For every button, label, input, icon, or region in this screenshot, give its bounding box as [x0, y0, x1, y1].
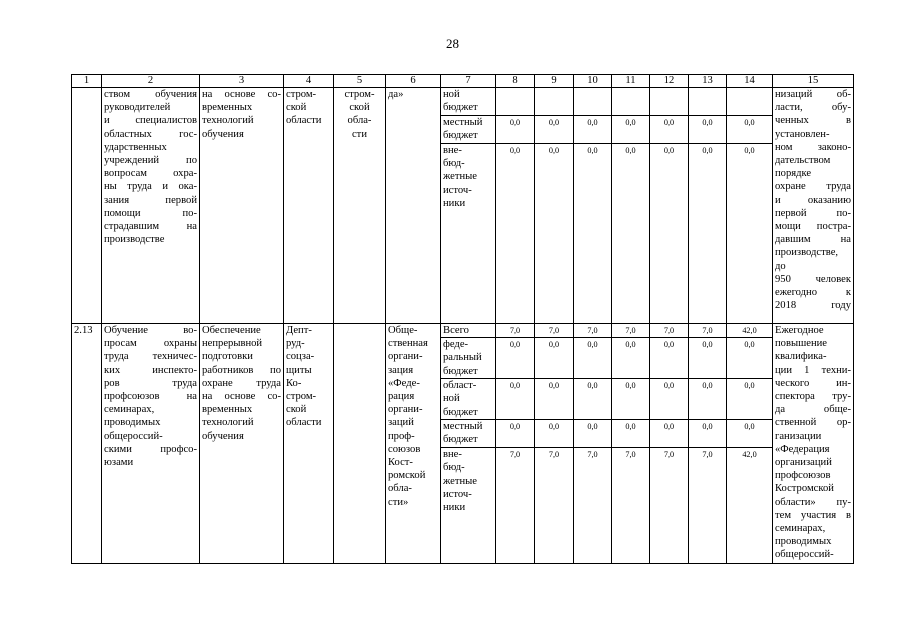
text-line: области: [286, 115, 322, 127]
text-line: да»: [388, 89, 404, 100]
funding-value: 0,0: [612, 379, 650, 420]
funding-value: 0,0: [496, 379, 535, 420]
funding-value: 0,0: [727, 379, 773, 420]
funding-value: 0,0: [612, 420, 650, 448]
text-line: бюджет: [443, 406, 478, 418]
funding-value: 0,0: [689, 144, 727, 324]
row-continued-line: [72, 88, 854, 116]
text-line: вне-: [443, 449, 462, 461]
column-number-14: 14: [727, 75, 773, 88]
text-line: союзов: [388, 443, 421, 455]
column-number-13: 13: [689, 75, 727, 88]
text-line: тем участия в: [775, 509, 851, 521]
funding-value: 0,0: [535, 420, 574, 448]
text-line: обучения: [202, 128, 244, 140]
text-line: бюджет: [443, 434, 478, 446]
text-line: мощи постра-: [775, 221, 851, 233]
text-line: ров труда: [104, 377, 197, 389]
funding-value: 0,0: [535, 379, 574, 420]
funding-value: 0,0: [727, 144, 773, 324]
text-line: установлен-: [775, 128, 830, 140]
text-line: на основе со-: [202, 391, 281, 403]
participant: [386, 324, 441, 564]
text-line: бюд-: [443, 462, 465, 474]
text-line: Костромской: [775, 483, 834, 495]
funding-value: 7,0: [612, 448, 650, 564]
text-line: источ-: [443, 488, 472, 500]
row-2-13-line: [72, 324, 854, 338]
text-line: организаций: [775, 457, 832, 469]
text-line: Обеспечение: [202, 325, 261, 336]
text-line: давшим на: [775, 234, 851, 246]
text-line: бюджет: [443, 130, 478, 142]
text-line: областных гос-: [104, 128, 197, 140]
funding-value: 0,0: [650, 116, 689, 144]
funding-value: [689, 88, 727, 116]
text-line: местный: [443, 421, 483, 433]
text-line: скими профсо-: [104, 443, 197, 455]
text-line: ственной ор-: [775, 417, 851, 429]
text-line: технологий: [202, 417, 254, 429]
expected-result: [773, 324, 854, 564]
text-line: охране труда: [775, 181, 851, 193]
text-line: охране труда: [202, 377, 281, 389]
funding-value: [496, 88, 535, 116]
funding-value: 0,0: [689, 338, 727, 379]
funding-source-label: [441, 324, 496, 338]
co-executor: [334, 88, 386, 324]
funding-value: 0,0: [574, 338, 612, 379]
funding-value: [612, 88, 650, 116]
text-line: общероссий-: [775, 549, 834, 561]
text-line: ной: [443, 393, 460, 405]
text-line: органи-: [388, 351, 423, 363]
text-line: бюджет: [443, 102, 478, 114]
funding-source-label: [441, 116, 496, 144]
text-line: и специалистов: [104, 115, 197, 127]
funding-value: 0,0: [689, 116, 727, 144]
measure-content: [200, 324, 284, 564]
text-line: технологий: [202, 115, 254, 127]
funding-value: 0,0: [612, 144, 650, 324]
column-number-9: 9: [535, 75, 574, 88]
text-line: юзами: [104, 457, 134, 469]
text-line: области» пу-: [775, 496, 851, 508]
text-line: щиты: [286, 364, 312, 376]
text-line: «Феде-: [388, 377, 420, 389]
text-line: феде-: [443, 339, 469, 351]
funding-value: 42,0: [727, 448, 773, 564]
text-line: сти: [351, 128, 367, 140]
text-line: Депт-: [286, 325, 312, 336]
responsible-executor: [284, 88, 334, 324]
text-line: ники: [443, 502, 466, 514]
text-line: Обучение во-: [104, 325, 197, 336]
text-line: спектора тру-: [775, 391, 851, 403]
funding-value: 7,0: [650, 324, 689, 338]
text-line: источ-: [443, 184, 472, 196]
funding-value: 0,0: [727, 338, 773, 379]
text-line: ном законо-: [775, 141, 851, 153]
text-line: Кост-: [388, 457, 413, 469]
text-line: обучения: [202, 430, 244, 442]
co-executor: [334, 324, 386, 564]
text-line: проводимых: [775, 536, 832, 548]
text-line: ромской: [388, 470, 426, 482]
text-line: до: [775, 260, 786, 272]
text-line: учреждений по: [104, 155, 197, 167]
text-line: труда техничес-: [104, 351, 197, 363]
text-line: работников по: [202, 364, 281, 376]
program-table: [71, 74, 854, 564]
text-line: органи-: [388, 404, 423, 416]
text-line: ции 1 техни-: [775, 364, 851, 376]
funding-value: 7,0: [496, 448, 535, 564]
text-line: семинарах,: [104, 404, 155, 416]
text-line: обла-: [388, 483, 412, 495]
text-line: ческого ин-: [775, 377, 851, 389]
text-line: да обще-: [775, 404, 851, 416]
funding-value: 0,0: [650, 144, 689, 324]
column-number-6: 6: [386, 75, 441, 88]
row-number: [72, 88, 102, 324]
text-line: ской: [349, 102, 370, 114]
text-line: ральный: [443, 352, 482, 364]
text-line: области: [286, 417, 322, 429]
column-number-7: 7: [441, 75, 496, 88]
funding-value: 0,0: [496, 420, 535, 448]
measure-name: [102, 324, 200, 564]
funding-value: 0,0: [612, 338, 650, 379]
funding-value: 0,0: [574, 144, 612, 324]
text-line: ласти, обу-: [775, 102, 851, 114]
funding-source-label: [441, 144, 496, 324]
responsible-executor: [284, 324, 334, 564]
funding-value: 0,0: [689, 379, 727, 420]
text-line: непрерывной: [202, 338, 263, 350]
funding-source-label: [441, 379, 496, 420]
funding-value: 7,0: [574, 448, 612, 564]
funding-value: 0,0: [574, 420, 612, 448]
text-line: зация: [388, 364, 414, 376]
column-number-8: 8: [496, 75, 535, 88]
column-number-4: 4: [284, 75, 334, 88]
measure-content: [200, 88, 284, 324]
text-line: и оказанию: [775, 194, 851, 206]
text-line: профсоюзов: [775, 470, 831, 482]
text-line: зания первой: [104, 194, 197, 206]
funding-source-label: [441, 420, 496, 448]
page-number: 28: [446, 36, 459, 51]
text-line: ких инспекто-: [104, 364, 197, 376]
participant: [386, 88, 441, 324]
funding-value: 0,0: [727, 116, 773, 144]
text-line: бюд-: [443, 158, 465, 170]
text-line: ской: [286, 102, 307, 114]
funding-value: 7,0: [650, 448, 689, 564]
funding-value: 0,0: [535, 338, 574, 379]
funding-value: 0,0: [496, 144, 535, 324]
text-line: ежегодно к: [775, 287, 851, 299]
text-line: Ко-: [286, 377, 302, 389]
text-line: Всего: [443, 325, 469, 336]
column-number-2: 2: [102, 75, 200, 88]
text-line: вопросам охра-: [104, 168, 197, 180]
column-number-3: 3: [200, 75, 284, 88]
text-line: ной: [443, 89, 460, 100]
text-line: помощи по-: [104, 207, 197, 219]
text-line: 950 человек: [775, 273, 851, 285]
text-line: вне-: [443, 145, 462, 156]
funding-value: 0,0: [612, 116, 650, 144]
funding-value: 7,0: [535, 448, 574, 564]
text-line: низаций об-: [775, 89, 851, 100]
funding-value: 0,0: [574, 116, 612, 144]
text-line: рация: [388, 391, 415, 403]
row-number: 2.13: [72, 324, 102, 564]
funding-source-label: [441, 448, 496, 564]
funding-value: 0,0: [574, 379, 612, 420]
text-line: подготовки: [202, 351, 253, 363]
expected-result: [773, 88, 854, 324]
funding-value: 0,0: [689, 420, 727, 448]
funding-value: [727, 88, 773, 116]
text-line: на основе со-: [202, 89, 281, 100]
funding-source-label: [441, 338, 496, 379]
funding-value: 0,0: [727, 420, 773, 448]
text-line: профсоюзов на: [104, 391, 197, 403]
column-number-10: 10: [574, 75, 612, 88]
text-line: производстве: [104, 234, 165, 246]
funding-value: [650, 88, 689, 116]
column-number-5: 5: [334, 75, 386, 88]
text-line: семинарах,: [775, 523, 826, 535]
text-line: жетные: [443, 475, 478, 487]
text-line: Обще-: [388, 325, 418, 336]
text-line: повышение: [775, 338, 827, 350]
text-line: проводимых: [104, 417, 161, 429]
funding-value: 7,0: [612, 324, 650, 338]
funding-value: 0,0: [496, 116, 535, 144]
text-line: «Федерация: [775, 443, 830, 455]
text-line: ством обучения: [104, 89, 197, 100]
column-number-12: 12: [650, 75, 689, 88]
text-line: временных: [202, 102, 253, 114]
funding-value: 7,0: [689, 448, 727, 564]
text-line: Ежегодное: [775, 325, 824, 336]
text-line: квалифика-: [775, 351, 827, 363]
text-line: ники: [443, 197, 466, 209]
text-line: страдавшим на: [104, 221, 197, 233]
text-line: ударственных: [104, 141, 167, 153]
column-number-15: 15: [773, 75, 854, 88]
header-row: [72, 75, 854, 88]
funding-value: 0,0: [496, 338, 535, 379]
funding-value: [535, 88, 574, 116]
funding-value: 7,0: [574, 324, 612, 338]
text-line: просам охраны: [104, 338, 197, 350]
funding-value: 0,0: [650, 420, 689, 448]
text-line: 2018 году: [775, 300, 851, 312]
text-line: проф-: [388, 430, 415, 442]
text-line: сти»: [388, 496, 409, 508]
funding-value: 0,0: [535, 144, 574, 324]
funding-value: 0,0: [535, 116, 574, 144]
text-line: производстве,: [775, 247, 839, 259]
text-line: ганизации: [775, 430, 822, 442]
text-line: местный: [443, 117, 483, 128]
text-line: руд-: [286, 338, 305, 350]
text-line: жетные: [443, 171, 478, 183]
text-line: област-: [443, 380, 477, 392]
funding-value: 7,0: [689, 324, 727, 338]
funding-value: [574, 88, 612, 116]
measure-name: [102, 88, 200, 324]
text-line: ской: [286, 404, 307, 416]
text-line: стром-: [286, 391, 317, 403]
text-line: стром-: [286, 89, 317, 100]
text-line: порядке: [775, 168, 812, 180]
column-number-11: 11: [612, 75, 650, 88]
text-line: ченных в: [775, 115, 851, 127]
text-line: бюджет: [443, 365, 478, 377]
text-line: временных: [202, 404, 253, 416]
funding-value: 0,0: [650, 379, 689, 420]
text-line: обла-: [347, 115, 372, 127]
text-line: ны труда и ока-: [104, 181, 197, 193]
text-line: заций: [388, 417, 414, 429]
funding-source-label: [441, 88, 496, 116]
funding-value: 7,0: [496, 324, 535, 338]
text-line: ственная: [388, 338, 428, 350]
text-line: стром-: [344, 89, 375, 100]
text-line: дательством: [775, 155, 831, 167]
text-line: руководителей: [104, 102, 171, 114]
text-line: первой по-: [775, 207, 851, 219]
funding-value: 42,0: [727, 324, 773, 338]
funding-value: 7,0: [535, 324, 574, 338]
column-number-1: 1: [72, 75, 102, 88]
text-line: общероссий-: [104, 430, 163, 442]
funding-value: 0,0: [650, 338, 689, 379]
text-line: соцза-: [286, 351, 315, 363]
